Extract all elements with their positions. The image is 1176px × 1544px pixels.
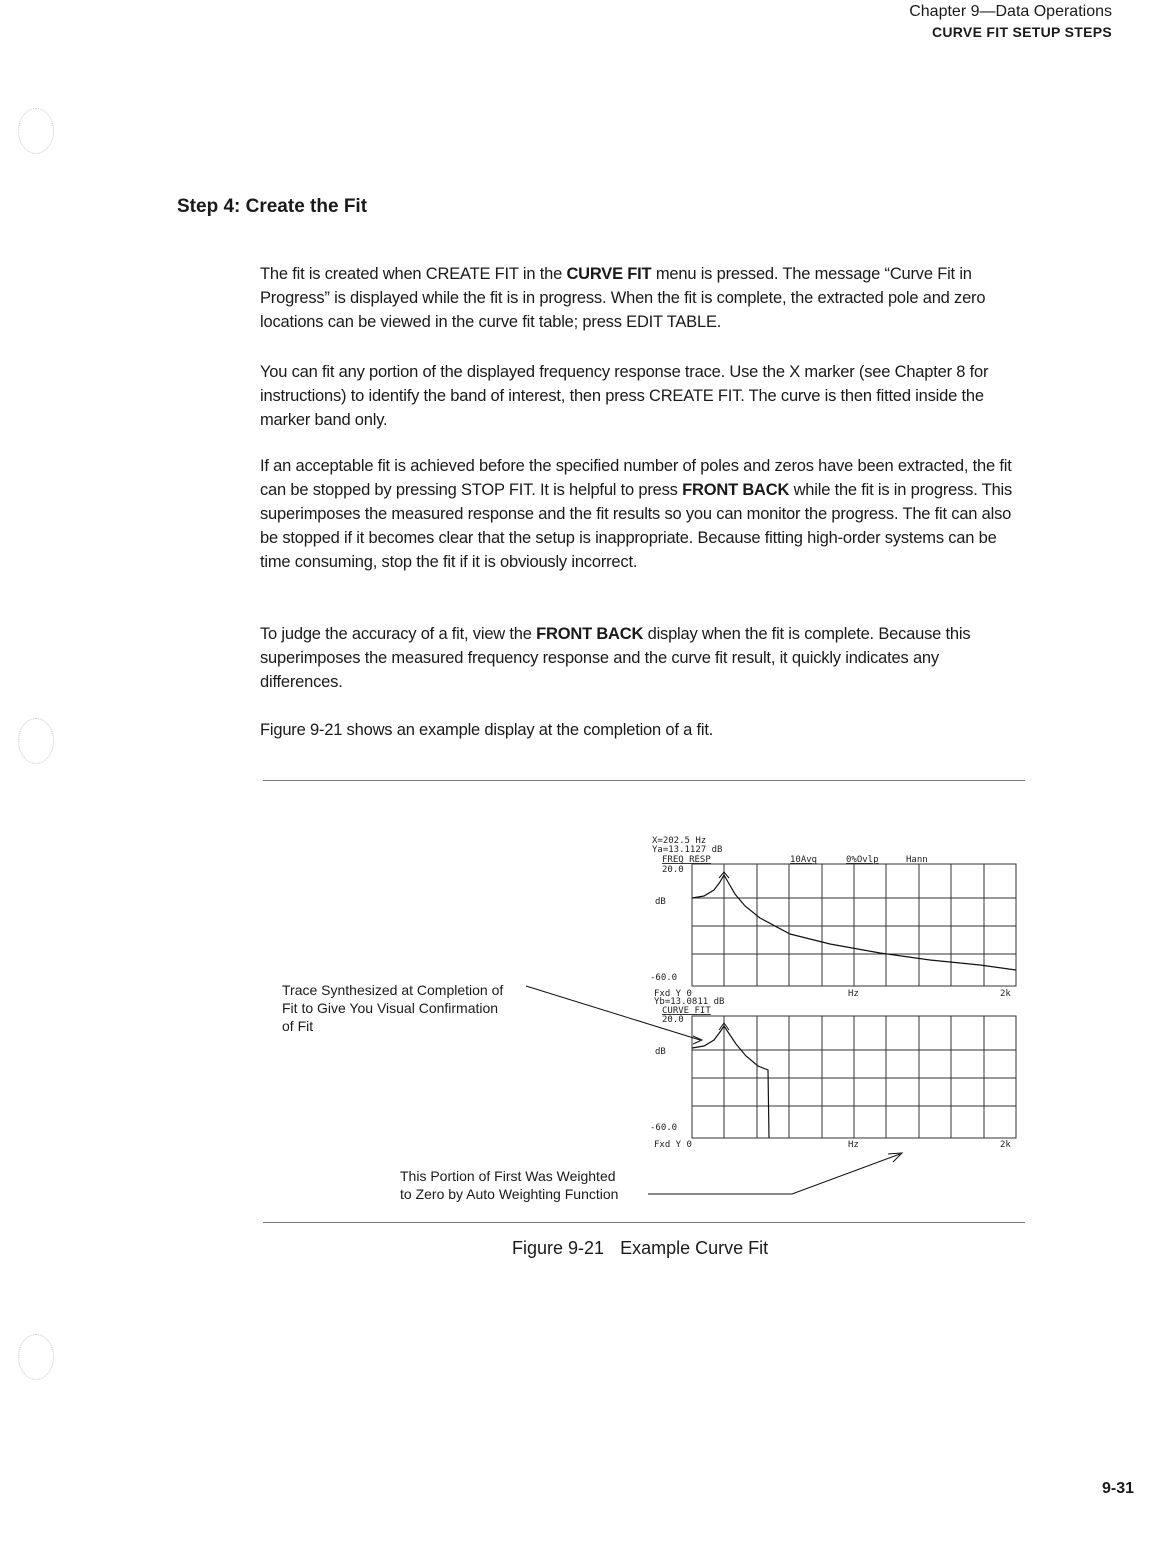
- top-xend: 2k: [1000, 989, 1011, 999]
- arrowhead-icon: [693, 1036, 702, 1044]
- figure-bottom-rule: [263, 1222, 1025, 1223]
- punch-hole: [18, 718, 54, 764]
- top-yunit: dB: [655, 897, 666, 907]
- running-header: [909, 2, 1112, 42]
- figure-top-rule: [263, 780, 1025, 781]
- paragraph-5: Figure 9-21 shows an example display at the completion of a fit.: [260, 721, 714, 739]
- top-marker-x: X=202.5 Hz: [652, 836, 707, 846]
- punch-hole: [18, 1334, 54, 1380]
- top-ymax: 20.0: [662, 865, 684, 875]
- punch-hole: [18, 108, 54, 154]
- bottom-marker-y: Yb=13.0811 dB: [654, 997, 725, 1007]
- paragraph-2: You can fit any portion of the displayed frequency response trace. Use the X marker (see Chapter 8 for instructions) to identify the band of interest, then press CREATE FIT. The curve is then fitted inside the marker band only.: [260, 363, 989, 429]
- bottom-ymax: 20.0: [662, 1015, 684, 1025]
- top-marker-y: Ya=13.1127 dB: [652, 845, 723, 855]
- figure-caption: [512, 1238, 768, 1259]
- bottom-yunit: dB: [655, 1047, 666, 1057]
- chapter-title: Chapter 9—Data Operations: [909, 3, 1112, 20]
- page-number: 9-31: [1101, 1480, 1134, 1497]
- bottom-xend: 2k: [1000, 1140, 1011, 1150]
- bottom-xstart: Fxd Y 0: [654, 1140, 692, 1150]
- section-title: CURVE FIT SETUP STEPS: [931, 24, 1112, 40]
- paragraph-3: If an acceptable fit is achieved before the specified number of poles and zeros have been extracted, the fit can be stopped by pressing STOP FIT. It is helpful to press FRONT BACK while the fit is in progress. This superimposes the measured response and the fit results so you can monitor the progress. The fit can also be stopped if it becomes clear that the setup is inappropriate. Because fitting high-order systems can be time consuming, stop the fit if it is obviously incorrect.: [260, 457, 1013, 571]
- top-ymin: -60.0: [650, 973, 678, 983]
- callout-bottom-leader: [648, 1154, 900, 1194]
- figure-number: Figure 9-21: [512, 1238, 605, 1258]
- paragraph-4: To judge the accuracy of a fit, view the FRONT BACK display when the fit is complete. Because this superimposes the measured frequency response and the curve fit result, it quickly indicates any differences.: [260, 625, 971, 691]
- top-overlap: 0%Ovlp: [846, 855, 879, 865]
- bottom-trace-title: CURVE FIT: [662, 1006, 711, 1016]
- top-grid: [692, 864, 1016, 986]
- bottom-grid: [692, 1016, 1016, 1138]
- bottom-ymin: -60.0: [650, 1123, 678, 1133]
- top-xunit: Hz: [848, 989, 859, 999]
- figure-title: Example Curve Fit: [620, 1238, 769, 1258]
- paragraph-1: The fit is created when CREATE FIT in the CURVE FIT menu is pressed. The message “Curve Fit in Progress” is displayed while the fit is in progress. When the fit is complete, the extracted pole and zero locations can be viewed in the curve fit table; press EDIT TABLE.: [260, 265, 986, 331]
- top-window: Hann: [906, 855, 928, 865]
- callout-synthesized-trace: Trace Synthesized at Completion of Fit to Give You Visual Confirmation of Fit: [282, 982, 504, 1034]
- top-xstart: Fxd Y 0: [654, 989, 692, 999]
- callout-weighted-portion: This Portion of First Was Weighted to Zero by Auto Weighting Function: [400, 1168, 619, 1202]
- top-trace-title: FREQ RESP: [662, 855, 711, 865]
- bottom-xunit: Hz: [848, 1140, 859, 1150]
- step-heading: Step 4: Create the Fit: [177, 196, 368, 217]
- top-avg: 10Avg: [790, 855, 818, 865]
